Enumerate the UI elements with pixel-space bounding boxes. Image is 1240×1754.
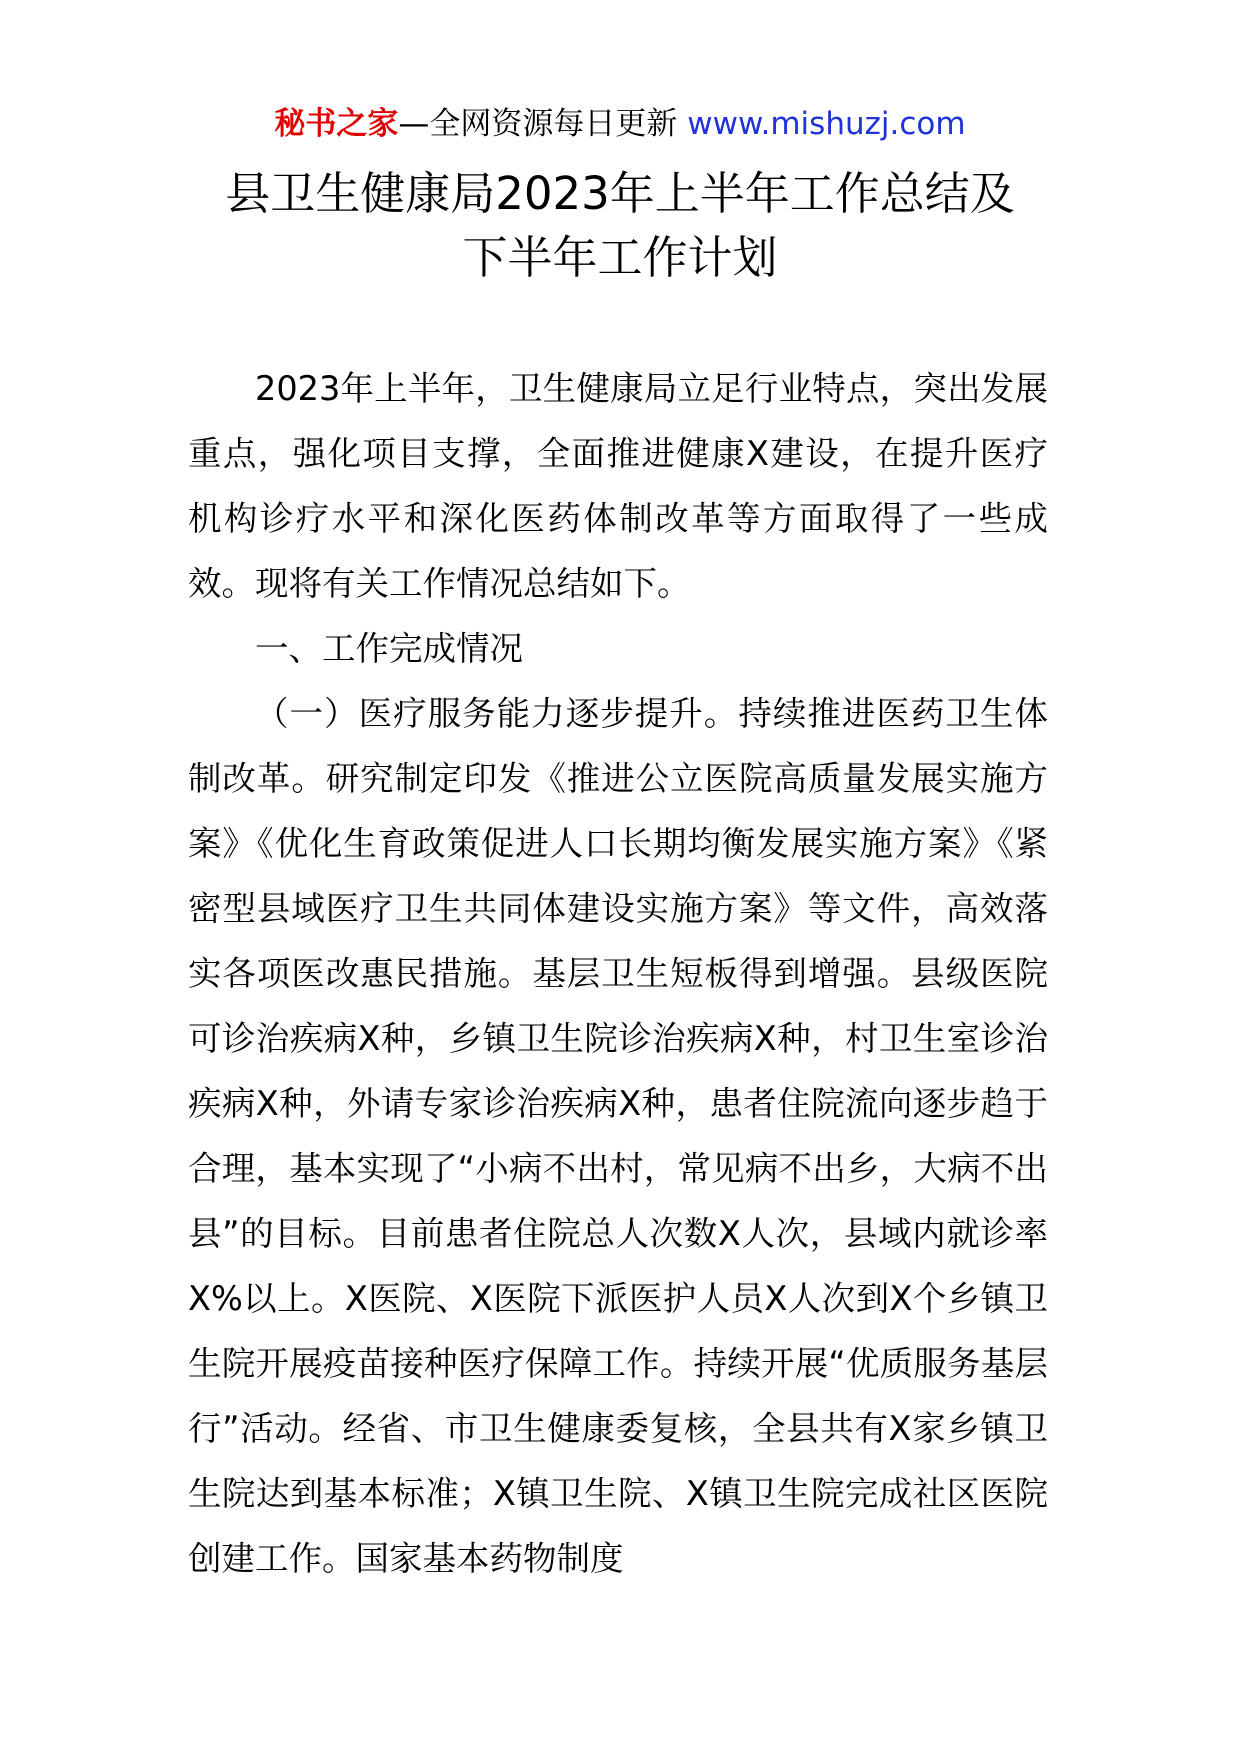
site-header bbox=[0, 100, 1240, 148]
site-brand: 秘书之家 bbox=[274, 106, 399, 142]
intro-paragraph: 2023年上半年，卫生健康局立足行业特点，突出发展重点，强化项目支撑，全面推进健康X建设，在提升医疗机构诊疗水平和深化医药体制改革等方面取得了一些成效。现将有关工作情况总结如下。 bbox=[188, 369, 1048, 603]
section-heading: 一、工作完成情况 bbox=[255, 629, 523, 668]
document-title bbox=[0, 162, 1240, 290]
document-body bbox=[188, 356, 1048, 1591]
site-tagline: —全网资源每日更新 bbox=[398, 106, 688, 142]
site-url[interactable]: www.mishuzj.com bbox=[687, 106, 966, 142]
title-line-1: 县卫生健康局2023年上半年工作总结及 bbox=[225, 167, 1015, 220]
body-paragraph: （一）医疗服务能力逐步提升。持续推进医药卫生体制改革。研究制定印发《推进公立医院高质量发展实施方案》《优化生育政策促进人口长期均衡发展实施方案》《紧密型县域医疗卫生共同体建设实施方案》等文件，高效落实各项医改惠民措施。基层卫生短板得到增强。县级医院可诊治疾病X种，乡镇卫生院诊治疾病X种，村卫生室诊治疾病X种，外请专家诊治疾病X种，患者住院流向逐步趋于合理，基本实现了“小病不出村，常见病不出乡，大病不出县”的目标。目前患者住院总人次数X人次，县域内就诊率X%以上。X医院、X医院下派医护人员X人次到X个乡镇卫生院开展疫苗接种医疗保障工作。持续开展“优质服务基层行”活动。经省、市卫生健康委复核，全县共有X家乡镇卫生院达到基本标准；X镇卫生院、X镇卫生院完成社区医院创建工作。国家基本药物制度 bbox=[188, 694, 1048, 1578]
title-line-2: 下半年工作计划 bbox=[462, 231, 778, 284]
